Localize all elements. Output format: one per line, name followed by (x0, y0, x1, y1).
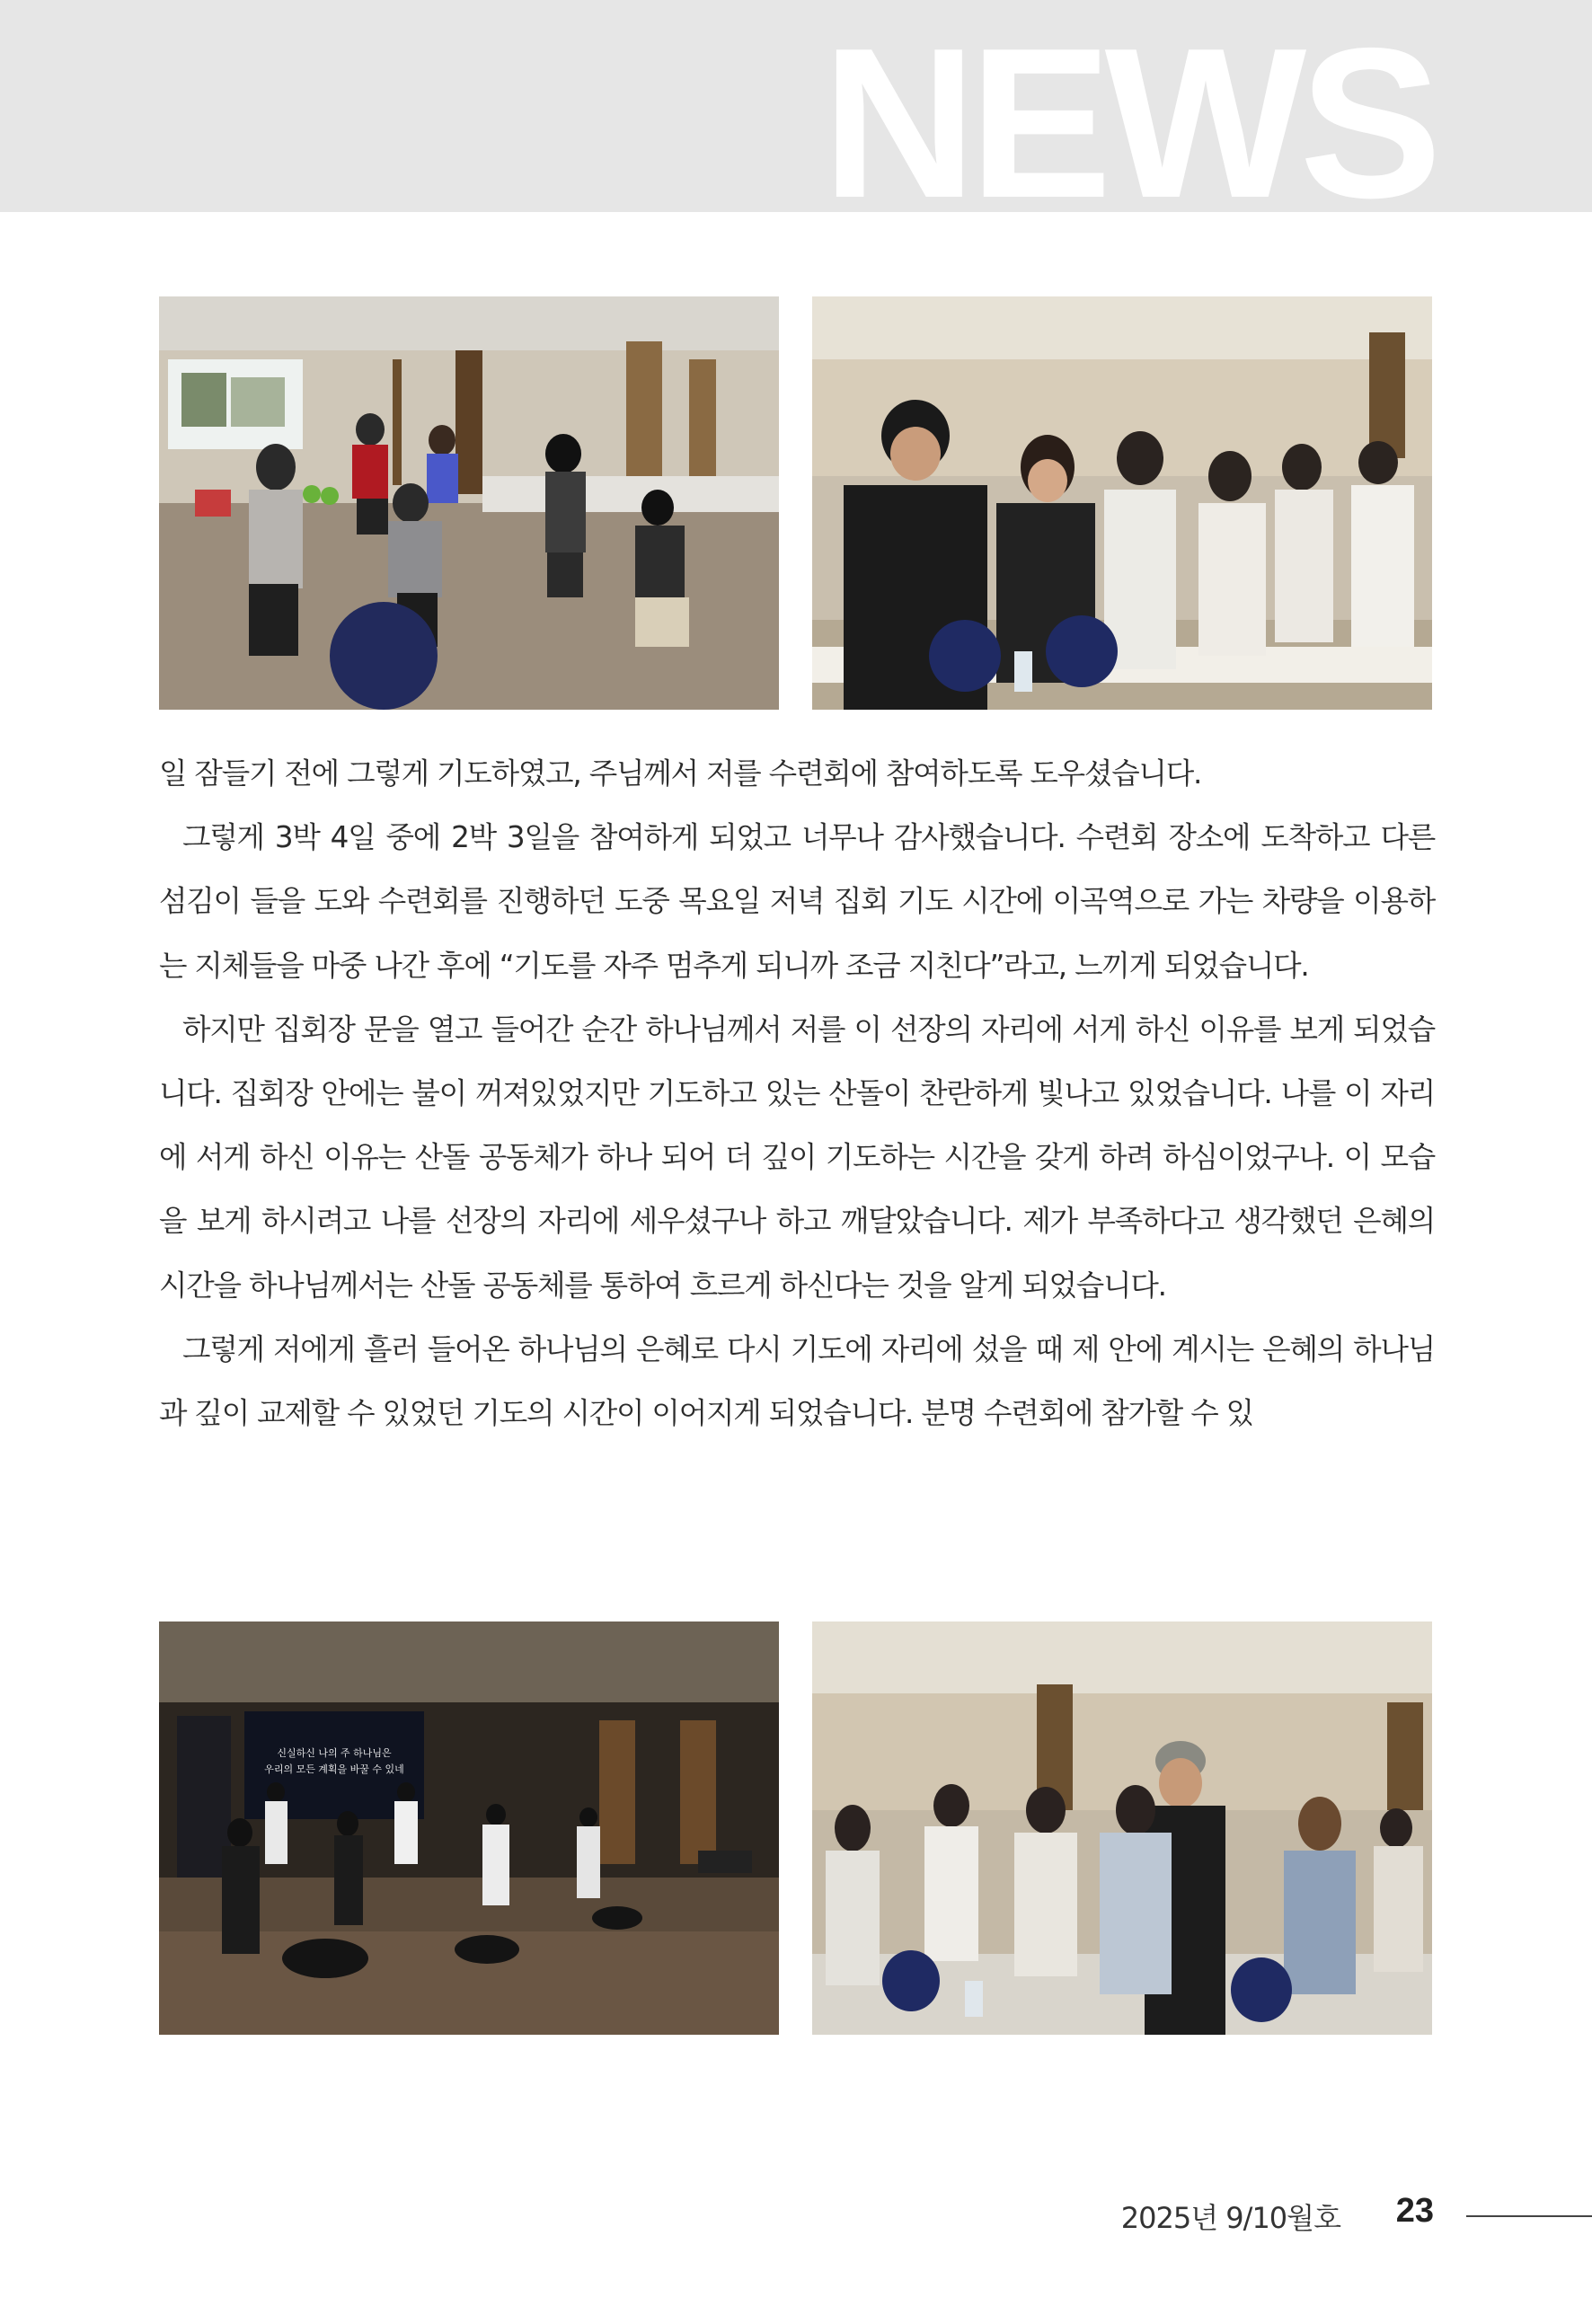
page-footer (0, 2188, 1592, 2242)
paragraph: 일 잠들기 전에 그렇게 기도하였고, 주님께서 저를 수련회에 참여하도록 도우셨습니다. (159, 756, 1202, 791)
issue-label: 2025년 9/10월호 (1120, 2201, 1340, 2235)
header-band (0, 0, 1592, 243)
photo-prayer-hall (812, 1621, 1432, 2035)
photo-worship-standing (812, 296, 1432, 710)
article-body (159, 742, 1435, 1445)
paragraph: 그렇게 3박 4일 중에 2박 3일을 참여하게 되었고 너무나 감사했습니다. 수련회 장소에 도착하고 다른 섬김이 들을 도와 수련회를 진행하던 도중 목요일 저녁 집회 기도 시간에 이곡역으로 가는 차량을 이용하는 지체들을 마중 나간 후에 “기도를 자주 멈추게 되니까 조금 지친다”라고, 느끼게 되었습니다. (159, 820, 1435, 983)
footer-divider (1466, 2215, 1592, 2217)
photo-dance-activity (159, 296, 779, 710)
photo-stage-band (159, 1621, 779, 2035)
slide-line-1: 신실하신 나의 주 하나님은 (277, 1747, 392, 1759)
paragraph: 하지만 집회장 문을 열고 들어간 순간 하나님께서 저를 이 선장의 자리에 서게 하신 이유를 보게 되었습니다. 집회장 안에는 불이 꺼져있었지만 기도하고 있는 산돌이 찬란하게 빛나고 있었습니다. 나를 이 자리에 서게 하신 이유는 산돌 공동체가 하나 되어 더 깊이 기도하는 시간을 갖게 하려 하심이었구나. 이 모습을 보게 하시려고 나를 선장의 자리에 세우셨구나 하고 깨달았습니다. 제가 부족하다고 생각했던 은혜의 시간을 하나님께서는 산돌 공동체를 통하여 흐르게 하신다는 것을 알게 되었습니다. (159, 1012, 1435, 1303)
paragraph: 그렇게 저에게 흘러 들어온 하나님의 은혜로 다시 기도에 자리에 섰을 때 제 안에 계시는 은혜의 하나님과 깊이 교제할 수 있었던 기도의 시간이 이어지게 되었습니다. 분명 수련회에 참가할 수 있 (159, 1331, 1435, 1431)
page-number: 23 (1395, 2192, 1434, 2230)
section-title: NEWS (822, 4, 1435, 243)
slide-line-2: 우리의 모든 계획을 바꿀 수 있네 (264, 1763, 404, 1775)
